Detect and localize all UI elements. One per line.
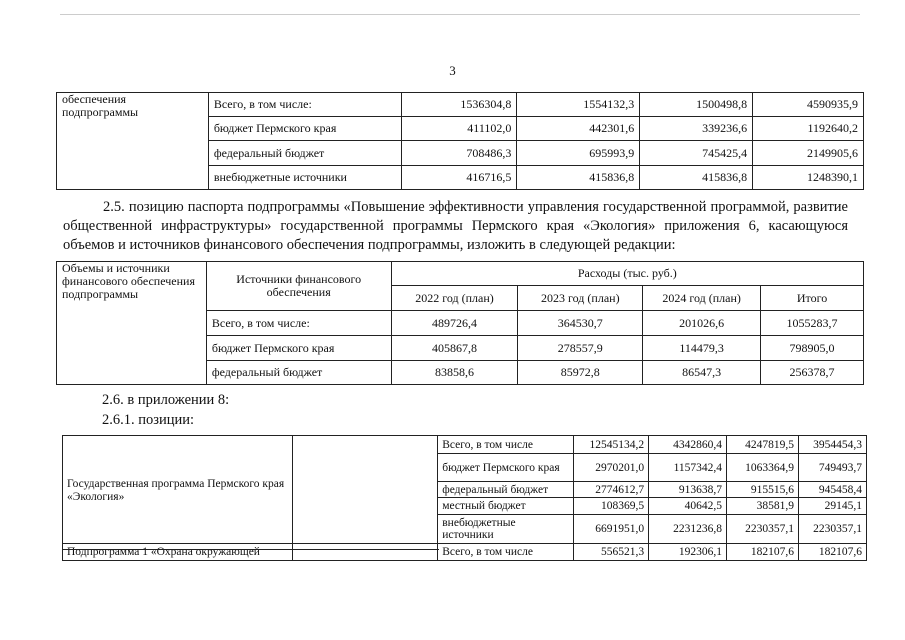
paragraph-2-6: 2.6. в приложении 8:	[102, 392, 230, 408]
table3-row-name: бюджет Пермского края	[438, 454, 574, 482]
table1-cell: 4590935,9	[753, 93, 864, 117]
table3-cell: 182107,6	[798, 544, 866, 561]
table1-cell: 1500498,8	[640, 93, 753, 117]
table2-cell: 86547,3	[643, 361, 761, 385]
table2-row-name: федеральный бюджет	[206, 361, 391, 385]
table3-row-name: федеральный бюджет	[438, 482, 574, 498]
table3-cell: 556521,3	[574, 544, 649, 561]
subprogram-passport-funding-table	[56, 261, 864, 385]
table2-cell: 83858,6	[391, 361, 518, 385]
table2-cell: 85972,8	[518, 361, 643, 385]
row-divider	[62, 549, 439, 550]
table2-cell: 364530,7	[518, 311, 643, 336]
empty-cell	[292, 544, 438, 561]
table1-cell: 1536304,8	[401, 93, 517, 117]
total-header: Итого	[761, 286, 864, 311]
table3-cell: 4247819,5	[727, 436, 799, 454]
table3-cell: 2230357,1	[727, 515, 799, 544]
table1-row-name: бюджет Пермского края	[208, 117, 401, 141]
table3-cell: 749493,7	[798, 454, 866, 482]
sources-header: Источники финансового обеспечения	[206, 262, 391, 311]
subprogram-funding-table-continued	[56, 92, 864, 190]
table2-cell: 114479,3	[643, 336, 761, 361]
table3-cell: 2230357,1	[798, 515, 866, 544]
table3-cell: 915515,6	[727, 482, 799, 498]
year-header: 2024 год (план)	[643, 286, 761, 311]
table3-cell: 945458,4	[798, 482, 866, 498]
table1-cell: 745425,4	[640, 141, 753, 166]
table3-cell: 38581,9	[727, 498, 799, 515]
table2-cell: 256378,7	[761, 361, 864, 385]
program-name: Государственная программа Пермского края «Экология»	[67, 478, 285, 503]
table1-cell: 415836,8	[640, 166, 753, 190]
table3-cell: 913638,7	[649, 482, 727, 498]
table3-row-name: местный бюджет	[438, 498, 574, 515]
top-rule	[60, 14, 860, 15]
table1-cell: 339236,6	[640, 117, 753, 141]
table3-cell: 108369,5	[574, 498, 649, 515]
table3-cell: 1063364,9	[727, 454, 799, 482]
year-header: 2022 год (план)	[391, 286, 518, 311]
subprogram-name: Подпрограмма 1 «Охрана окружающей	[63, 544, 293, 561]
page-number: 3	[449, 63, 456, 78]
table1-cell: 1554132,3	[517, 93, 640, 117]
table1-cell: 411102,0	[401, 117, 517, 141]
table3-cell: 1157342,4	[649, 454, 727, 482]
table3-cell: 2231236,8	[649, 515, 727, 544]
table3-row-name: внебюджетные источники	[438, 515, 574, 544]
table3-row-name: Всего, в том числе	[438, 436, 574, 454]
table2-cell: 278557,9	[518, 336, 643, 361]
table3-cell: 192306,1	[649, 544, 727, 561]
table3-cell: 182107,6	[727, 544, 799, 561]
table1-label: обеспечения подпрограммы	[57, 93, 209, 190]
table2-cell: 1055283,7	[761, 311, 864, 336]
empty-cell	[292, 436, 438, 544]
table1-cell: 708486,3	[401, 141, 517, 166]
table2-row-name: бюджет Пермского края	[206, 336, 391, 361]
table2-cell: 405867,8	[391, 336, 518, 361]
table3-cell: 40642,5	[649, 498, 727, 515]
table1-row-name: Всего, в том числе:	[208, 93, 401, 117]
paragraph-2-6-1: 2.6.1. позиции:	[102, 412, 195, 428]
year-header: 2023 год (план)	[518, 286, 643, 311]
table2-cell: 201026,6	[643, 311, 761, 336]
table1-cell: 442301,6	[517, 117, 640, 141]
table2-cell: 489726,4	[391, 311, 518, 336]
table3-cell: 29145,1	[798, 498, 866, 515]
table3-cell: 3954454,3	[798, 436, 866, 454]
table1-cell: 695993,9	[517, 141, 640, 166]
table2-cell: 798905,0	[761, 336, 864, 361]
table3-cell: 6691951,0	[574, 515, 649, 544]
table2-row-name: Всего, в том числе:	[206, 311, 391, 336]
table3-cell: 12545134,2	[574, 436, 649, 454]
table1-row-name: федеральный бюджет	[208, 141, 401, 166]
table1-cell: 416716,5	[401, 166, 517, 190]
table1-row-name: внебюджетные источники	[208, 166, 401, 190]
expenses-header: Расходы (тыс. руб.)	[391, 262, 863, 286]
table3-cell: 4342860,4	[649, 436, 727, 454]
table3-row-name: Всего, в том числе	[438, 544, 574, 561]
table3-cell: 2774612,7	[574, 482, 649, 498]
table1-cell: 1192640,2	[753, 117, 864, 141]
table1-cell: 1248390,1	[753, 166, 864, 190]
paragraph-2-5: 2.5. позицию паспорта подпрограммы «Повышение эффективности управления государственной программой, развитие общественной инфраструктуры» государственной программы Пермского края «Экология» приложения 6, касающуюся объемов и источников финансового обеспечения подпрограммы, изложить в следующей редакции:	[63, 199, 848, 253]
table3-cell: 2970201,0	[574, 454, 649, 482]
table1-cell: 415836,8	[517, 166, 640, 190]
table1-cell: 2149905,6	[753, 141, 864, 166]
table2-label: Объемы и источники финансового обеспечения подпрограммы	[57, 262, 207, 385]
